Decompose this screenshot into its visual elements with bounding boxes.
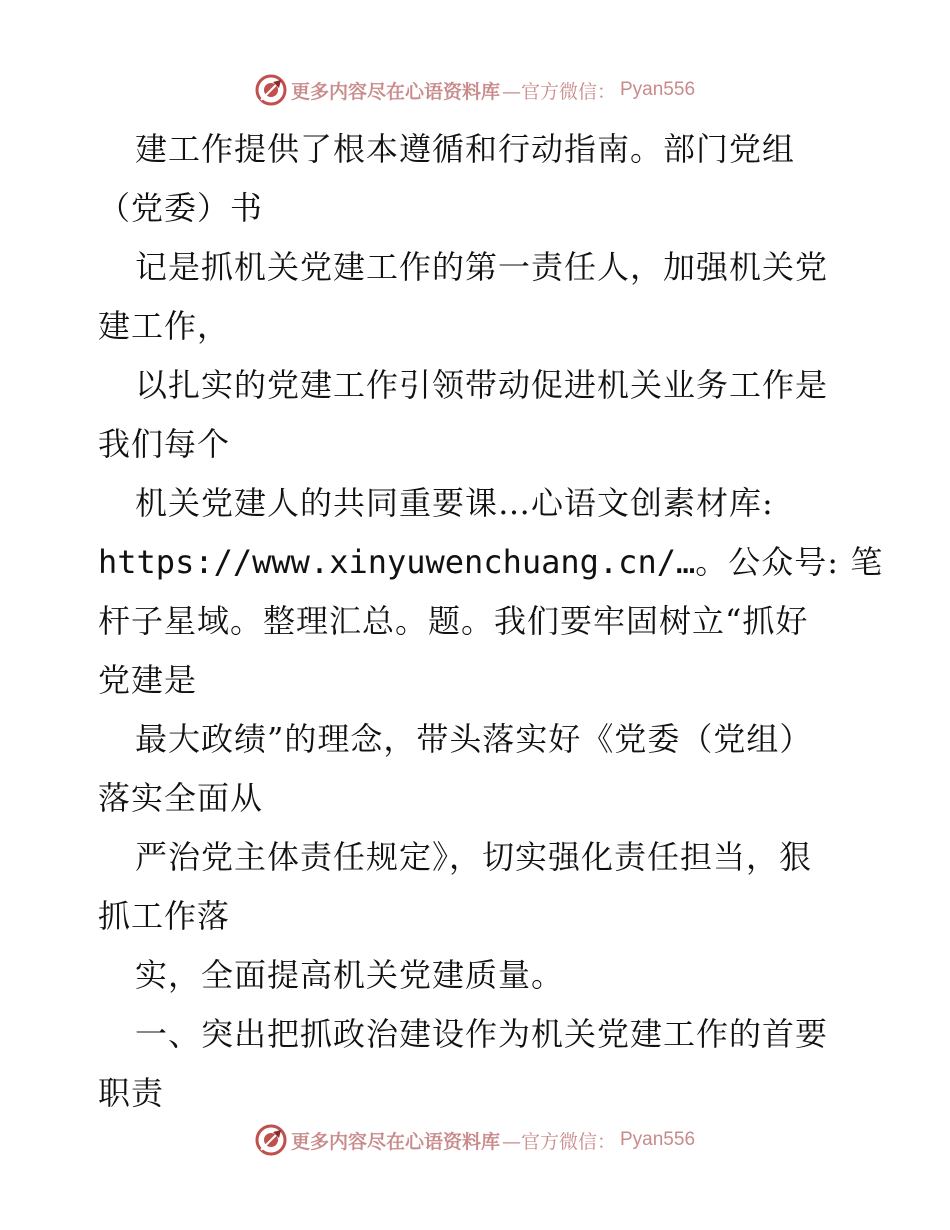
body-line: 建工作， — [98, 307, 231, 345]
section-heading: 一、突出把抓政治建设作为机关党建工作的首要 — [135, 1015, 829, 1053]
banner-main-text: 更多内容尽在心语资料库 — [290, 80, 500, 103]
banner-wechat-label: —官方微信： — [501, 80, 616, 103]
header-watermark-banner — [0, 70, 950, 110]
body-line: 我们每个 — [98, 425, 231, 463]
body-line: 抓工作落 — [98, 897, 231, 935]
body-line: 最大政绩”的理念，带头落实好《党委（党组） — [135, 720, 813, 758]
body-line: 记是抓机关党建工作的第一责任人，加强机关党 — [135, 248, 829, 286]
banner-main-text: 更多内容尽在心语资料库 — [290, 1130, 500, 1153]
body-line: 实，全面提高机关党建质量。 — [135, 956, 565, 994]
body-line: 落实全面从 — [98, 779, 264, 817]
body-line: 严治党主体责任规定》，切实强化责任担当，狠 — [135, 838, 813, 876]
body-line: 建工作提供了根本遵循和行动指南。部门党组 — [135, 130, 796, 168]
red-circle-logo-icon — [255, 1124, 287, 1156]
source-url-text: https://www.xinyuwenchuang.cn/… — [98, 543, 696, 581]
banner-wechat-id: Pyan556 — [620, 1129, 696, 1150]
banner-wechat-id: Pyan556 — [620, 79, 696, 100]
red-circle-logo-icon — [255, 74, 287, 106]
body-line: 杆子星域。整理汇总。题。我们要牢固树立“抓好 — [98, 602, 809, 640]
footer-watermark-banner — [0, 1120, 950, 1160]
body-line: （党委）书 — [98, 189, 264, 227]
document-body — [98, 120, 884, 1123]
body-line: 以扎实的党建工作引领带动促进机关业务工作是 — [135, 366, 829, 404]
banner-wechat-label: —官方微信： — [501, 1130, 616, 1153]
body-line-url — [98, 533, 884, 592]
body-line: 机关党建人的共同重要课…心语文创素材库: — [135, 484, 774, 522]
section-heading-cont: 职责 — [98, 1074, 165, 1112]
body-line: 党建是 — [98, 661, 198, 699]
body-line-url-tail: 。公众号: 笔 — [695, 543, 884, 581]
